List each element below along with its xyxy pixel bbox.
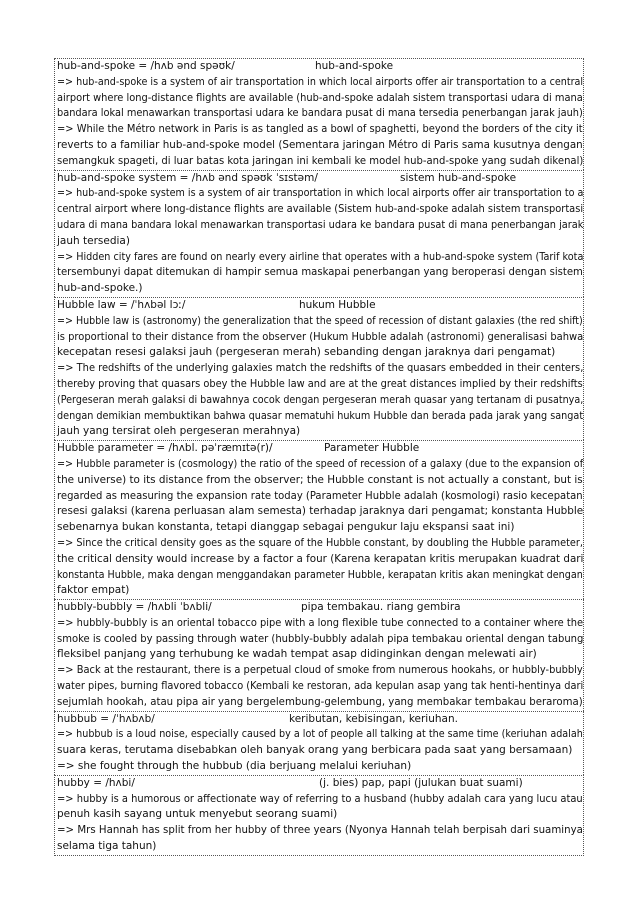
translation: pipa tembakau. riang gembira — [301, 601, 461, 614]
definition-line: => hubbly-bubbly is an oriental tobacco pipe with a long flexible tube connected to a container where the — [57, 616, 584, 629]
definition-line: airport where long-distance flights are available (hub-and-spoke adalah sistem transportasi udara di mana — [57, 91, 583, 104]
example-line: faktor empat) — [57, 584, 130, 597]
entry-header — [57, 298, 583, 314]
entry-hubble-law — [54, 297, 584, 440]
example-line: tersembunyi dapat ditemukan di hampir semua maskapai penerbangan yang beroperasi dengan sistem — [57, 266, 583, 279]
example-line: dengan demikian membuktikan bahwa quasar mematuhi hukum Hubble dan berada pada jarak yang sangat — [57, 409, 584, 422]
definition-line: regarded as measuring the expansion rate today (Parameter Hubble adalah (kosmologi) rasio kecepatan — [57, 489, 583, 502]
example-line: => Since the critical density goes as the square of the Hubble constant, by doubling the Hubble parameter, — [57, 536, 583, 549]
example-line: => While the Métro network in Paris is as tangled as a bowl of spaghetti, beyond the borders of the city it — [57, 123, 583, 136]
definition-line: => hubbub is a loud noise, especially caused by a lot of people all talking at the same time (keriuhan adalah — [57, 728, 583, 741]
definition-line: smoke is cooled by passing through water (hubbly-bubbly adalah pipa tembakau oriental dengan tabung — [57, 632, 584, 645]
definition-line: suara keras, terutama disebabkan oleh banyak orang yang berbicara pada saat yang bersamaan) — [57, 744, 573, 757]
definition-line: is proportional to their distance from the observer (Hukum Hubble adalah (astronomi) generalisasi bahwa — [57, 330, 584, 343]
entry-header — [57, 171, 583, 187]
headword: hubbub = /ˈhʌbʌb/ — [57, 712, 155, 725]
headword: hubbly-bubbly = /hʌbli ˈbʌbli/ — [57, 601, 212, 614]
example-line: => The redshifts of the underlying galaxies match the redshifts of the quasars embedded in their centers, — [57, 362, 584, 375]
translation: hub-and-spoke — [315, 60, 394, 72]
entry-hub-and-spoke — [54, 58, 584, 170]
headword: Hubble law = /ˈhʌbəl lɔː/ — [57, 298, 186, 311]
definition-line: => hubby is a humorous or affectionate way of referring to a husband (hubby adalah cara yang lucu atau — [57, 792, 583, 805]
definition-line: => Hubble parameter is (cosmology) the ratio of the speed of recession of a galaxy (due to the expansion of — [57, 457, 584, 470]
entry-hubbly-bubbly — [54, 599, 584, 711]
entry-header — [57, 776, 583, 792]
example-line: water pipes, burning flavored tobacco (Kembali ke restoran, ada kepulan asap yang tak henti-hentinya dari — [57, 680, 584, 693]
example-line: jauh yang tersirat oleh pergeseran merahnya) — [57, 425, 301, 438]
example-line: thereby proving that quasars obey the Hubble law and are at the great distances implied by their redshifts — [57, 377, 583, 390]
definition-line: jauh tersedia) — [57, 234, 130, 247]
example-line: semangkuk spageti, di luar batas kota jaringan ini kembali ke model hub-and-spoke yang sudah dikenal) — [57, 154, 584, 167]
translation: Parameter Hubble — [324, 442, 420, 455]
entry-hubble-parameter — [54, 440, 584, 599]
translation: hukum Hubble — [299, 298, 376, 311]
translation: (j. bies) pap, papi (julukan buat suami) — [319, 776, 523, 789]
translation: sistem hub-and-spoke — [400, 171, 517, 184]
definition-line: penuh kasih sayang untuk menyebut seorang suami) — [57, 808, 338, 821]
entry-hubby — [54, 775, 584, 856]
example-line: (Pergeseran merah galaksi di bawahnya cocok dengan pergeseran merah quasar yang tertanam di pusatnya, — [57, 393, 584, 406]
translation: keributan, kebisingan, keriuhan. — [289, 712, 458, 725]
definition-line: central airport where long-distance flights are available (Sistem hub-and-spoke adalah sistem transportasi — [57, 203, 584, 216]
example-line: => Back at the restaurant, there is a perpetual cloud of smoke from numerous hookahs, or hubbly-bubbly — [57, 664, 583, 677]
definition-line: bandara lokal menawarkan transportasi udara ke bandara pusat di mana tersedia penerbangan jarak jauh) — [57, 107, 583, 120]
headword: hub-and-spoke system = /hʌb ənd spəʊk ˈsɪstəm/ — [57, 171, 318, 184]
entry-header — [57, 59, 583, 75]
headword: Hubble parameter = /hʌbl. pəˈræmɪtə(r)/ — [57, 442, 273, 455]
definition-line: => hub-and-spoke system is a system of air transportation in which local airports offer air transportation to a — [57, 187, 584, 200]
example-line: => Mrs Hannah has split from her hubby of three years (Nyonya Hannah telah berpisah dari suaminya — [57, 824, 583, 837]
definition-line: resesi galaksi (karena perluasan alam semesta) terhadap jaraknya dari pengamat; konstanta Hubble — [57, 505, 584, 518]
example-line: konstanta Hubble, maka dengan menggandakan parameter Hubble, kerapatan kritis akan meningkat dengan — [57, 568, 583, 581]
dictionary-page — [54, 58, 584, 856]
definition-line: => hub-and-spoke is a system of air transportation in which local airports offer air transportation to a central — [57, 75, 584, 88]
definition-line: kecepatan resesi galaksi jauh (pergeseran merah) sebanding dengan jaraknya dari pengamat) — [57, 346, 556, 359]
definition-line: => Hubble law is (astronomy) the generalization that the speed of recession of distant galaxies (the red shift) — [57, 314, 583, 327]
entry-hub-and-spoke-system — [54, 170, 584, 297]
example-line: reverts to a familiar hub-and-spoke model (Sementara jaringan Métro di Paris sama kusutnya dengan — [57, 138, 583, 151]
definition-line: the universe) to its distance from the observer; the Hubble constant is not actually a constant, but is — [57, 473, 583, 486]
entry-header — [57, 600, 583, 616]
example-line: selama tiga tahun) — [57, 840, 157, 853]
entry-hubbub — [54, 711, 584, 775]
definition-line: fleksibel panjang yang terhubung ke wadah tempat asap didinginkan dengan melewati air) — [57, 648, 537, 661]
example-line: hub-and-spoke.) — [57, 282, 143, 295]
example-line: sejumlah hookah, atau pipa air yang bergelembung-gelembung, yang membakar tembakau beraroma) — [57, 695, 583, 708]
example-line: => she fought through the hubbub (dia berjuang melalui keriuhan) — [57, 760, 412, 773]
headword: hubby = /hʌbi/ — [57, 776, 135, 789]
definition-line: udara di mana bandara lokal menawarkan transportasi udara ke bandara pusat di mana penerbangan jarak — [57, 218, 584, 231]
entry-header — [57, 441, 583, 457]
definition-line: sebenarnya bukan konstanta, tetapi dianggap sebagai pengukur laju ekspansi saat ini) — [57, 521, 515, 534]
headword: hub-and-spoke = /hʌb ənd spəʊk/ — [57, 60, 235, 72]
example-line: the critical density would increase by a factor a four (Karena kerapatan kritis merupakan kuadrat dari — [57, 552, 584, 565]
entry-header — [57, 712, 583, 728]
example-line: => Hidden city fares are found on nearly every airline that operates with a hub-and-spoke system (Tarif kota — [57, 250, 584, 263]
